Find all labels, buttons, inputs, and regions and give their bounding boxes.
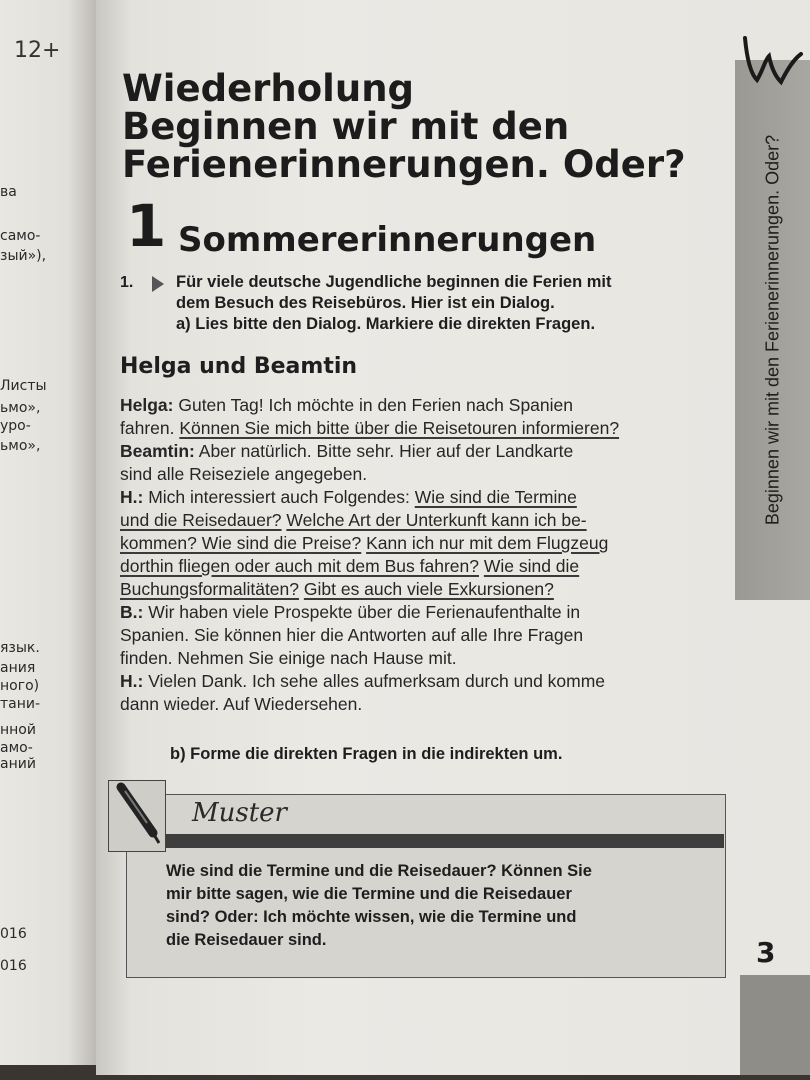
page-corner [740, 975, 810, 1075]
chapter-title-line: Wiederholung [122, 67, 415, 110]
left-page-fragment: нной [0, 722, 36, 738]
left-page-fragment: само- [0, 228, 41, 244]
left-page [0, 0, 96, 1065]
section-title: Sommererinnerungen [178, 220, 597, 260]
marked-question: dorthin fliegen oder auch mit dem Bus fahren? [120, 556, 479, 576]
marked-question: Welche Art der Unterkunft kann ich be- [286, 510, 587, 530]
dialog-text [120, 394, 730, 716]
left-page-fragment: Листы [0, 378, 47, 394]
dialog-text-segment: sind alle Reiseziele angegeben. [120, 464, 368, 484]
handwritten-mark-icon [735, 30, 810, 90]
dialog-heading: Helga und Beamtin [120, 354, 358, 379]
speaker-label: H.: [120, 671, 144, 691]
task-line: Für viele deutsche Jugendliche beginnen die Ferien mit [176, 273, 612, 291]
muster-header-bar [164, 834, 724, 848]
dialog-line [120, 440, 730, 463]
marked-question: Können Sie mich bitte über die Reisetouren informieren? [179, 418, 620, 438]
page-number: 3 [756, 936, 776, 969]
side-tab-title: Beginnen wir mit den Ferienerinnerungen. Oder? [762, 134, 783, 526]
dialog-line [120, 647, 730, 670]
task-number: 1. [120, 274, 134, 291]
play-arrow-icon [152, 276, 164, 292]
marked-question: Gibt es auch viele Exkursionen? [303, 579, 554, 599]
muster-icon-frame [108, 780, 166, 852]
muster-line: sind? Oder: Ich möchte wissen, wie die Termine und [166, 908, 577, 926]
speaker-label: B.: [120, 602, 144, 622]
task-line: a) Lies bitte den Dialog. Markiere die direkten Fragen. [176, 315, 596, 333]
marked-question: Kann ich nur mit dem Flugzeug [366, 533, 609, 553]
left-page-fragment: язык. [0, 640, 40, 656]
marked-question: Wie sind die [483, 556, 580, 576]
dialog-line [120, 578, 730, 601]
dialog-line [120, 394, 730, 417]
left-page-fragment: 016 [0, 926, 27, 942]
pen-icon [109, 781, 165, 851]
dialog-text-segment: finden. Nehmen Sie einige nach Hause mit. [120, 648, 457, 668]
speaker-label: H.: [120, 487, 144, 507]
dialog-line [120, 417, 730, 440]
left-page-fragment: аний [0, 756, 36, 772]
chapter-title-line: Beginnen wir mit den [122, 105, 570, 148]
left-page-fragment: ного) [0, 678, 40, 694]
marked-question: Wie sind die Termine [414, 487, 577, 507]
chapter-title-line: Ferienerinnerungen. Oder? [122, 143, 686, 186]
speaker-label: Beamtin: [120, 441, 195, 461]
muster-example [166, 860, 716, 952]
muster-line: Wie sind die Termine und die Reisedauer? Können Sie [166, 862, 592, 880]
muster-line: die Reisedauer sind. [166, 931, 327, 949]
left-page-fragment: 016 [0, 958, 27, 974]
marked-question: kommen? Wie sind die Preise? [120, 533, 362, 553]
task-b-instruction: b) Forme die direkten Fragen in die indirekten um. [170, 745, 563, 763]
left-page-fragment: тани- [0, 696, 41, 712]
left-page-fragment: уро- [0, 418, 31, 434]
dialog-line [120, 486, 730, 509]
left-page-fragment: зый»), [0, 248, 47, 264]
muster-label: Muster [192, 798, 287, 828]
chapter-title [122, 67, 722, 186]
dialog-text-segment: Aber natürlich. Bitte sehr. Hier auf der Landkarte [194, 441, 574, 461]
left-page-fragment: ва [0, 184, 17, 200]
dialog-line [120, 509, 730, 532]
marked-question: und die Reisedauer? [120, 510, 282, 530]
left-page-fragment: ьмо», [0, 400, 41, 416]
speaker-label: Helga: [120, 395, 174, 415]
marked-question: Buchungsformalitäten? [120, 579, 299, 599]
dialog-line [120, 555, 730, 578]
dialog-text-segment: Wir haben viele Prospekte über die Ferienaufenthalte in [143, 602, 581, 622]
left-page-fragment: амо- [0, 740, 33, 756]
dialog-text-segment: Spanien. Sie können hier die Antworten auf alle Ihre Fragen [120, 625, 584, 645]
age-rating-label: 12+ [14, 38, 61, 63]
task-instructions [176, 272, 736, 335]
dialog-text-segment: fahren. [120, 418, 180, 438]
task-line: dem Besuch des Reisebüros. Hier ist ein Dialog. [176, 294, 555, 312]
dialog-line [120, 601, 730, 624]
left-page-fragment: ьмо», [0, 438, 41, 454]
dialog-line [120, 532, 730, 555]
dialog-line [120, 463, 730, 486]
left-page-fragment: ания [0, 660, 36, 676]
dialog-line [120, 693, 730, 716]
muster-line: mir bitte sagen, wie die Termine und die Reisedauer [166, 885, 572, 903]
section-number: 1 [126, 192, 167, 260]
dialog-line [120, 670, 730, 693]
dialog-text-segment: Mich interessiert auch Folgendes: [143, 487, 415, 507]
dialog-text-segment: dann wieder. Auf Wiedersehen. [120, 694, 363, 714]
dialog-line [120, 624, 730, 647]
dialog-text-segment: Vielen Dank. Ich sehe alles aufmerksam durch und komme [143, 671, 606, 691]
dialog-text-segment: Guten Tag! Ich möchte in den Ferien nach Spanien [173, 395, 574, 415]
